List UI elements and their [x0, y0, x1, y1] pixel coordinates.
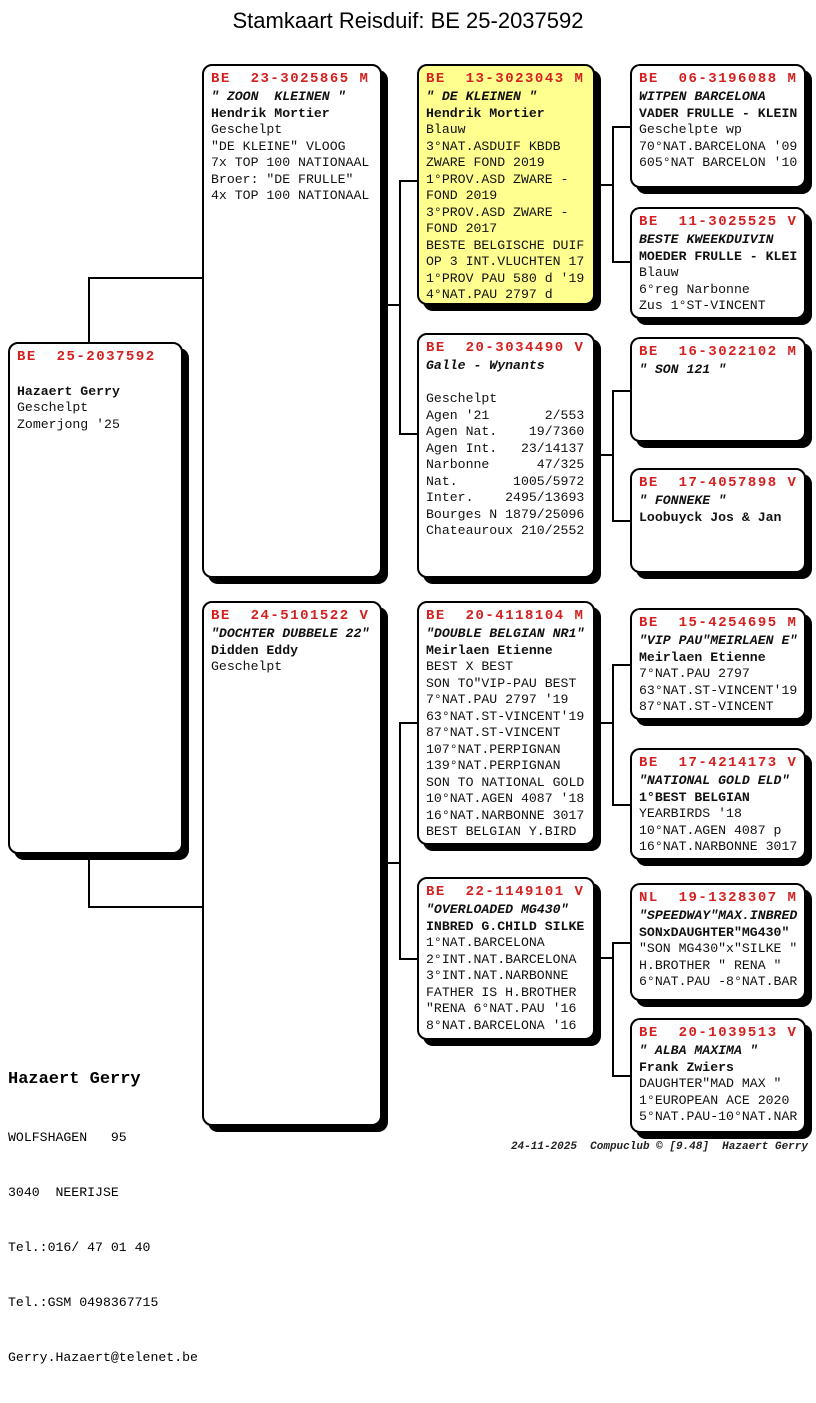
- connector-line: [612, 126, 632, 128]
- pedigree-line: 3°NAT.ASDUIF KBDB: [426, 138, 561, 154]
- pedigree-line: 7°NAT.PAU 2797: [639, 666, 750, 681]
- pedigree-line: Zomerjong '25: [17, 416, 120, 432]
- pedigree-line: OP 3 INT.VLUCHTEN 17: [426, 254, 585, 269]
- ring-number: BE 15-4254695 M: [639, 615, 798, 631]
- pedigree-box-be-06-3196088: [630, 64, 806, 188]
- pedigree-line: 70°NAT.BARCELONA '09: [639, 138, 798, 154]
- pedigree-box-subject-be-25-2037592: [8, 342, 183, 854]
- owner-gsm: Tel.:GSM 0498367715: [8, 1295, 159, 1310]
- ring-number: BE 17-4057898 V: [639, 475, 798, 491]
- pedigree-line: 87°NAT.ST-VINCENT: [639, 699, 774, 714]
- connector-line: [88, 906, 204, 908]
- pedigree-line: "RENA 6°NAT.PAU '16: [426, 1001, 577, 1016]
- owner-name: Hazaert Gerry: [8, 1070, 141, 1089]
- pedigree-line: Meirlaen Etienne: [426, 642, 553, 658]
- pedigree-line: BESTE KWEEKDUIVIN: [639, 232, 774, 247]
- pedigree-line: Loobuyck Jos & Jan: [639, 509, 782, 525]
- pedigree-box-be-13-3023043-highlighted: [417, 64, 595, 305]
- pedigree-line: 3°PROV.ASD ZWARE -: [426, 204, 569, 220]
- pedigree-line: " SON 121 ": [639, 362, 727, 377]
- owner-city: 3040 NEERIJSE: [8, 1185, 119, 1200]
- pedigree-line: [17, 367, 174, 384]
- owner-address: WOLFSHAGEN 95: [8, 1130, 127, 1145]
- ring-number: BE 06-3196088 M: [639, 71, 798, 87]
- pedigree-line: 2°INT.NAT.BARCELONA: [426, 951, 577, 967]
- connector-line: [88, 277, 204, 279]
- pedigree-line: Hendrik Mortier: [426, 105, 545, 121]
- connector-line: [88, 852, 90, 908]
- pedigree-line: VADER FRULLE - KLEIN: [639, 105, 798, 121]
- pedigree-line: " FONNEKE ": [639, 493, 727, 508]
- pedigree-line: Geschelpt: [17, 400, 89, 415]
- pedigree-line: 1°EUROPEAN ACE 2020: [639, 1092, 790, 1108]
- ring-number: BE 20-4118104 M: [426, 608, 585, 624]
- pedigree-line: 10°NAT.AGEN 4087 p: [639, 822, 782, 838]
- pedigree-line: Didden Eddy: [211, 642, 299, 658]
- connector-line: [399, 180, 419, 182]
- owner-phone: Tel.:016/ 47 01 40: [8, 1240, 151, 1255]
- pedigree-line: 605°NAT BARCELON '10: [639, 155, 798, 170]
- pedigree-box-be-22-1149101: [417, 877, 595, 1040]
- pedigree-line: YEARBIRDS '18: [639, 806, 742, 821]
- pedigree-line: 63°NAT.ST-VINCENT'19: [639, 682, 798, 698]
- connector-line: [612, 390, 632, 392]
- pedigree-line: "NATIONAL GOLD ELD": [639, 773, 790, 788]
- pedigree-line: Geschelpt: [211, 122, 283, 137]
- pedigree-line: 3°INT.NAT.NARBONNE: [426, 968, 569, 983]
- connector-line: [88, 277, 90, 344]
- pedigree-box-be-16-3022102: [630, 337, 806, 442]
- pedigree-line: 4x TOP 100 NATIONAAL: [211, 188, 370, 203]
- pedigree-line: 10°NAT.AGEN 4087 '18: [426, 791, 585, 806]
- pedigree-line: 107°NAT.PERPIGNAN: [426, 741, 561, 757]
- connector-line: [612, 664, 632, 666]
- pedigree-line: FATHER IS H.BROTHER: [426, 984, 577, 1000]
- pedigree-box-be-20-3034490: [417, 333, 595, 578]
- pedigree-line: Agen '21 2/553: [426, 407, 585, 423]
- ring-number: BE 16-3022102 M: [639, 344, 798, 360]
- connector-line: [399, 722, 401, 960]
- connector-line: [399, 433, 419, 435]
- pedigree-line: "DOCHTER DUBBELE 22": [211, 626, 370, 641]
- pedigree-line: Hazaert Gerry: [17, 383, 120, 399]
- footer-credit: 24-11-2025 Compuclub © [9.48] Hazaert Gerry: [510, 1141, 808, 1153]
- pedigree-line: Galle - Wynants: [426, 358, 545, 373]
- ring-number: BE 23-3025865 M: [211, 71, 370, 87]
- pedigree-line: FOND 2017: [426, 221, 498, 236]
- pedigree-box-be-20-4118104: [417, 601, 595, 845]
- ring-number: BE 20-3034490 V: [426, 340, 585, 356]
- ring-number: BE 11-3025525 V: [639, 214, 798, 230]
- ring-number: BE 13-3023043 M: [426, 71, 585, 87]
- pedigree-line: " ZOON KLEINEN ": [211, 89, 346, 104]
- pedigree-line: Nat. 1005/5972: [426, 473, 585, 489]
- pedigree-line: 16°NAT.NARBONNE 3017: [426, 807, 585, 823]
- pedigree-line: Broer: "DE FRULLE": [211, 171, 354, 187]
- pedigree-line: Geschelpt: [426, 391, 498, 406]
- connector-line: [612, 126, 614, 263]
- pedigree-line: 1°NAT.BARCELONA: [426, 935, 545, 950]
- pedigree-line: 1°PROV PAU 580 d '19: [426, 270, 585, 286]
- pedigree-line: "DE KLEINE" VLOOG: [211, 138, 346, 154]
- pedigree-line: [426, 375, 586, 392]
- pedigree-line: Bourges N 1879/25096: [426, 506, 585, 522]
- pedigree-line: ZWARE FOND 2019: [426, 155, 545, 170]
- pedigree-line: 63°NAT.ST-VINCENT'19: [426, 708, 585, 724]
- pedigree-line: 7°NAT.PAU 2797 '19: [426, 692, 569, 707]
- pedigree-line: Agen Nat. 19/7360: [426, 424, 585, 439]
- pedigree-line: 8°NAT.BARCELONA '16: [426, 1017, 577, 1033]
- pedigree-line: Agen Int. 23/14137: [426, 440, 585, 456]
- pedigree-line: Blauw: [639, 265, 679, 280]
- pedigree-line: BESTE BELGISCHE DUIF: [426, 237, 585, 253]
- ring-number: BE 17-4214173 V: [639, 755, 798, 771]
- connector-line: [612, 520, 632, 522]
- pedigree-line: Geschelpte wp: [639, 122, 742, 137]
- pedigree-line: Hendrik Mortier: [211, 105, 330, 121]
- pedigree-line: WITPEN BARCELONA: [639, 89, 766, 104]
- connector-line: [399, 722, 419, 724]
- connector-line: [612, 1075, 632, 1077]
- pedigree-line: 16°NAT.NARBONNE 3017: [639, 839, 798, 854]
- connector-line: [612, 261, 632, 263]
- pedigree-line: H.BROTHER " RENA ": [639, 957, 782, 973]
- connector-line: [612, 390, 614, 522]
- pedigree-box-be-15-4254695: [630, 608, 806, 720]
- pedigree-line: 139°NAT.PERPIGNAN: [426, 758, 561, 773]
- ring-number: BE 22-1149101 V: [426, 884, 585, 900]
- pedigree-line: Frank Zwiers: [639, 1059, 734, 1075]
- pedigree-box-nl-19-1328307: [630, 883, 806, 1001]
- ring-number: BE 25-2037592: [17, 349, 156, 365]
- pedigree-line: "DOUBLE BELGIAN NR1": [426, 626, 585, 641]
- pedigree-line: FOND 2019: [426, 188, 498, 203]
- pedigree-line: SON TO NATIONAL GOLD: [426, 774, 585, 790]
- pedigree-line: Blauw: [426, 122, 466, 137]
- pedigree-line: Chateauroux 210/2552: [426, 523, 585, 538]
- pedigree-line: Geschelpt: [211, 659, 283, 674]
- pedigree-line: Inter. 2495/13693: [426, 490, 585, 505]
- pedigree-box-be-17-4057898: [630, 468, 806, 573]
- pedigree-line: BEST X BEST: [426, 659, 514, 674]
- pedigree-line: " DE KLEINEN ": [426, 89, 537, 104]
- pedigree-line: MOEDER FRULLE - KLEI: [639, 248, 798, 264]
- pedigree-line: SONxDAUGHTER"MG430": [639, 924, 790, 940]
- page-title: Stamkaart Reisduif: BE 25-2037592: [232, 8, 584, 33]
- pedigree-line: 4°NAT.PAU 2797 d: [426, 287, 553, 302]
- connector-line: [399, 180, 401, 435]
- pedigree-box-be-17-4214173: [630, 748, 806, 860]
- owner-info: [8, 1032, 198, 1403]
- pedigree-line: "VIP PAU"MEIRLAEN E": [639, 633, 798, 648]
- pedigree-line: "SPEEDWAY"MAX.INBRED: [639, 908, 798, 923]
- pedigree-line: Narbonne 47/325: [426, 457, 585, 472]
- pedigree-box-be-11-3025525: [630, 207, 806, 319]
- pedigree-line: 6°NAT.PAU -8°NAT.BAR: [639, 974, 798, 989]
- connector-line: [612, 942, 614, 1077]
- pedigree-line: 5°NAT.PAU-10°NAT.NAR: [639, 1109, 798, 1124]
- pedigree-line: 7x TOP 100 NATIONAAL: [211, 155, 370, 170]
- pedigree-line: 1°BEST BELGIAN: [639, 789, 750, 805]
- pedigree-line: 6°reg Narbonne: [639, 281, 750, 297]
- ring-number: BE 24-5101522 V: [211, 608, 370, 624]
- connector-line: [612, 664, 614, 806]
- pedigree-line: Meirlaen Etienne: [639, 649, 766, 665]
- pedigree-line: INBRED G.CHILD SILKE: [426, 918, 585, 934]
- pedigree-line: DAUGHTER"MAD MAX ": [639, 1076, 782, 1091]
- connector-line: [399, 958, 419, 960]
- connector-line: [612, 942, 632, 944]
- pedigree-line: SON TO"VIP-PAU BEST: [426, 675, 577, 691]
- ring-number: BE 20-1039513 V: [639, 1025, 798, 1041]
- ring-number: NL 19-1328307 M: [639, 890, 798, 906]
- pedigree-line: 87°NAT.ST-VINCENT: [426, 725, 561, 740]
- pedigree-line: Zus 1°ST-VINCENT: [639, 298, 766, 313]
- pedigree-box-be-20-1039513: [630, 1018, 806, 1133]
- pedigree-line: "SON MG430"x"SILKE ": [639, 941, 798, 956]
- pedigree-line: BEST BELGIAN Y.BIRD: [426, 824, 577, 839]
- owner-email: Gerry.Hazaert@telenet.be: [8, 1350, 198, 1365]
- pedigree-line: 1°PROV.ASD ZWARE -: [426, 171, 569, 187]
- pedigree-line: " ALBA MAXIMA ": [639, 1043, 758, 1058]
- connector-line: [612, 804, 632, 806]
- pedigree-box-sire-be-23-3025865: [202, 64, 382, 578]
- pedigree-line: "OVERLOADED MG430": [426, 902, 569, 917]
- pedigree-box-dam-be-24-5101522: [202, 601, 382, 1126]
